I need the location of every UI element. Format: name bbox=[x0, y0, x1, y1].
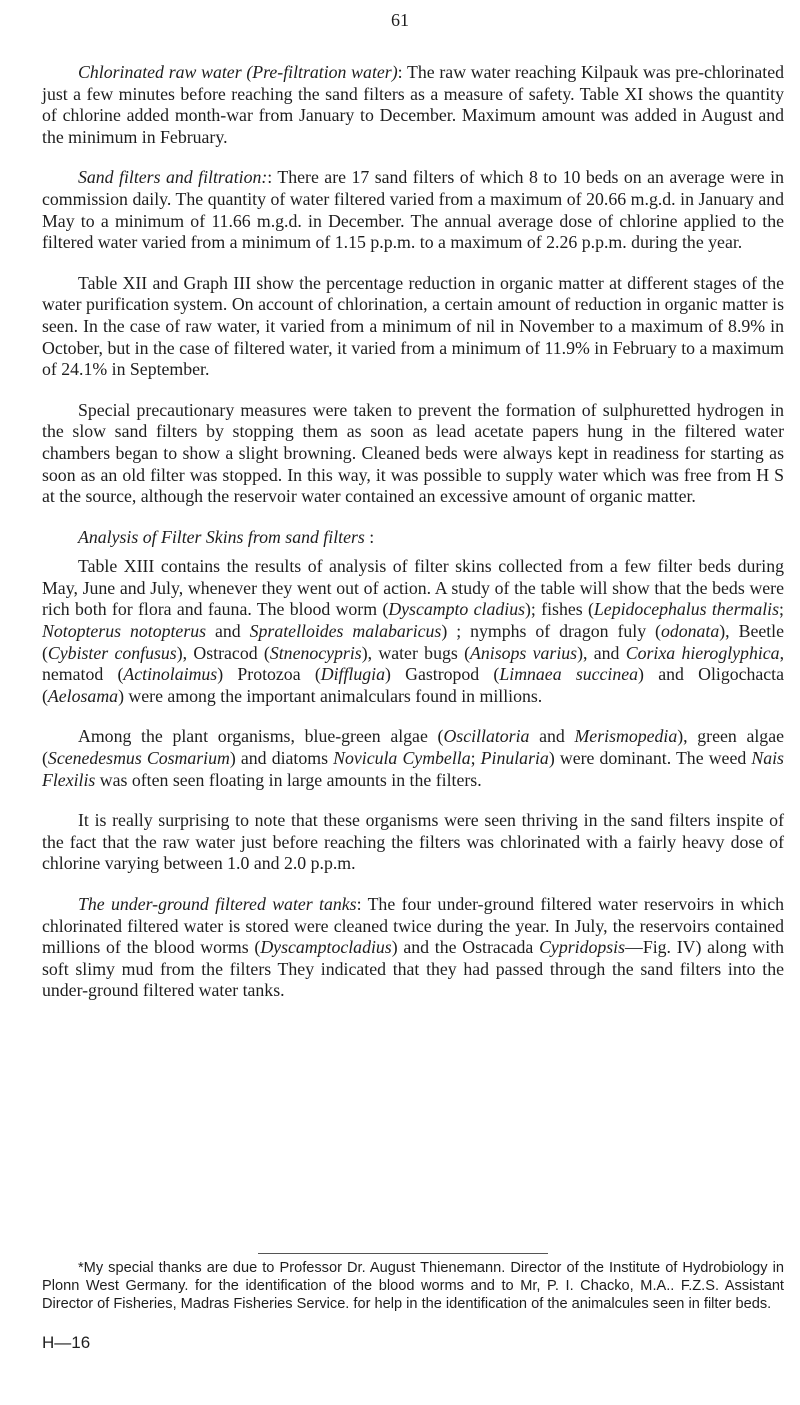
italic-text: Spratelloides malabaricus bbox=[249, 621, 442, 642]
text-run: ; bbox=[779, 599, 784, 620]
italic-text: Notopterus notopterus bbox=[42, 621, 207, 642]
paragraph bbox=[42, 273, 784, 381]
page-number: 61 bbox=[391, 10, 409, 30]
italic-text: Corixa hieroglyphica bbox=[625, 642, 780, 663]
italic-text: odonata bbox=[660, 621, 720, 642]
italic-text: Lepidocephalus thermalis bbox=[593, 599, 780, 620]
italic-text: Actinolaimus bbox=[123, 664, 218, 685]
text-run: and bbox=[206, 621, 250, 642]
italic-text: Dyscampto cladius bbox=[388, 599, 525, 620]
paragraph bbox=[42, 726, 784, 791]
italic-text: Anisops varius bbox=[470, 642, 578, 663]
text-run: ) and the Ostracada bbox=[391, 937, 540, 958]
paragraph bbox=[42, 167, 784, 253]
italic-text: Difflugia bbox=[320, 664, 385, 685]
text-run: , nematod ( bbox=[42, 642, 785, 685]
text-run: was often seen floating in large amounts in the filters. bbox=[95, 769, 482, 790]
italic-text: Cypridopsis bbox=[539, 937, 626, 958]
text-run: ) ; nymphs of dragon fuly ( bbox=[441, 621, 661, 642]
text-run: ), Beetle ( bbox=[42, 621, 784, 663]
italic-text: Chlorinated raw water (Pre-filtration water) bbox=[78, 62, 398, 82]
italic-text: Analysis of Filter Skins from sand filters bbox=[78, 526, 365, 547]
italic-text: Novicula Cymbella bbox=[333, 748, 471, 769]
text-run: ) Protozoa ( bbox=[217, 664, 321, 685]
paragraph bbox=[42, 400, 784, 508]
italic-text: Aelosama bbox=[47, 685, 119, 706]
text-run: and bbox=[529, 726, 575, 747]
italic-text: Stnenocypris bbox=[269, 642, 362, 663]
text-run: ) and Oligochacta ( bbox=[42, 664, 785, 706]
text-run: ) were dominant. The weed bbox=[548, 748, 752, 769]
text-run: Table XII and Graph III show the percentage reduction in organic matter at different stages of the water purification system. On account of chlorination, a certain amount of reduction in organic matter is seen. In the case of raw water, it varied from a minimum of nil in November to a maximum of 8.9% in October, but in the case of filtered water, it varied from a minimum of 11.9% in February to a maximum of 24.1% in September. bbox=[42, 272, 784, 380]
italic-text: Nais Flexilis bbox=[42, 748, 784, 790]
text-run: —Fig. IV) along with soft slimy mud from the filters They indicated that they had passed through the sand filters into the under-ground filtered water tanks. bbox=[42, 937, 784, 1001]
body-text bbox=[42, 62, 784, 1021]
text-run: ; bbox=[470, 748, 481, 769]
text-run: : bbox=[364, 526, 375, 547]
paragraph bbox=[42, 556, 784, 707]
text-run: It is really surprising to note that these organisms were seen thriving in the sand filters inspite of the fact that the raw water just before reaching the filters was chlorinated with a fairly heavy dose of chlorine varying between 1.0 and 2.0 p.p.m. bbox=[42, 810, 784, 874]
text-run: : The raw water reaching Kilpauk was pre-chlorinated just a few minutes before reaching the sand filters as a measure of safety. Table XI shows the quantity of chlorine added month-war from January to December. Maximum amount was added in August and the minimum in February. bbox=[42, 62, 784, 147]
italic-text: Merismopedia bbox=[574, 726, 678, 747]
text-run: Table XIII contains the results of analysis of filter skins collected from a few filter beds during May, June and July, whenever they went out of action. A study of the table will show that the beds were rich both for flora and fauna. The blood worm ( bbox=[42, 556, 784, 620]
text-run: ), Ostracod ( bbox=[176, 642, 270, 663]
section-heading bbox=[42, 527, 784, 549]
footnote: *My special thanks are due to Professor Dr. August Thienemann. Director of the Institute of Hydrobiology in Plonn West Germany. for the identification of the blood worms and to Mr, P. I. Chacko, M.A.. F.Z.S. Assistant Director of Fisheries, Madras Fisheries Service. for help in the identification of the animalcules seen in filter beds. bbox=[42, 1260, 784, 1313]
text-run: : There are 17 sand filters of which 8 to 10 beds on an average were in commission daily. The quantity of water filtered varied from a maximum of 20.66 m.g.d. in January and May to a minimum of 11.66 m.g.d. in December. The annual average dose of chlorine applied to the filtered water varied from a minimum of 1.15 p.p.m. to a maximum of 2.26 p.p.m. during the year. bbox=[42, 167, 784, 253]
text-run: ), green algae ( bbox=[42, 726, 784, 769]
italic-text: Sand filters and filtration: bbox=[78, 167, 268, 188]
italic-text: Dyscamptocladius bbox=[260, 937, 392, 958]
text-run: ), water bugs ( bbox=[361, 642, 470, 663]
paragraph bbox=[42, 894, 784, 1002]
italic-text: The under-ground filtered water tanks bbox=[78, 894, 357, 914]
italic-text: Oscillatoria bbox=[443, 726, 530, 747]
text-run: Among the plant organisms, blue-green algae ( bbox=[78, 726, 444, 747]
text-run: ) and diatoms bbox=[229, 748, 334, 769]
paragraph bbox=[42, 62, 784, 148]
italic-text: Limnaea succinea bbox=[499, 664, 639, 685]
text-run: ), and bbox=[577, 642, 626, 663]
italic-text: Scenedesmus Cosmarium bbox=[47, 748, 230, 769]
text-run: Special precautionary measures were taken to prevent the formation of sulphuretted hydrogen in the slow sand filters by stopping them as soon as lead acetate papers hung in the filtered water chambers began to show a slight browning. Cleaned beds were always kept in readiness for starting as soon as an old filter was stopped. In this way, it was possible to supply water which was free from H S at the source, although the reservoir water contained an excessive amount of organic matter. bbox=[42, 399, 784, 507]
footnote-rule bbox=[258, 1253, 548, 1254]
text-run: : The four under-ground filtered water reservoirs in which chlorinated filtered water is stored were cleaned twice during the year. In July, the reservoirs contained millions of the blood worms ( bbox=[42, 894, 784, 958]
page-signature: H—16 bbox=[42, 1333, 91, 1352]
italic-text: Cybister confusus bbox=[47, 642, 177, 663]
paragraph bbox=[42, 810, 784, 875]
text-run: ) were among the important animalculars found in millions. bbox=[118, 685, 543, 706]
text-run: ); fishes ( bbox=[525, 599, 594, 620]
text-run: ) Gastropod ( bbox=[384, 664, 500, 685]
italic-text: Pinularia bbox=[480, 748, 549, 769]
